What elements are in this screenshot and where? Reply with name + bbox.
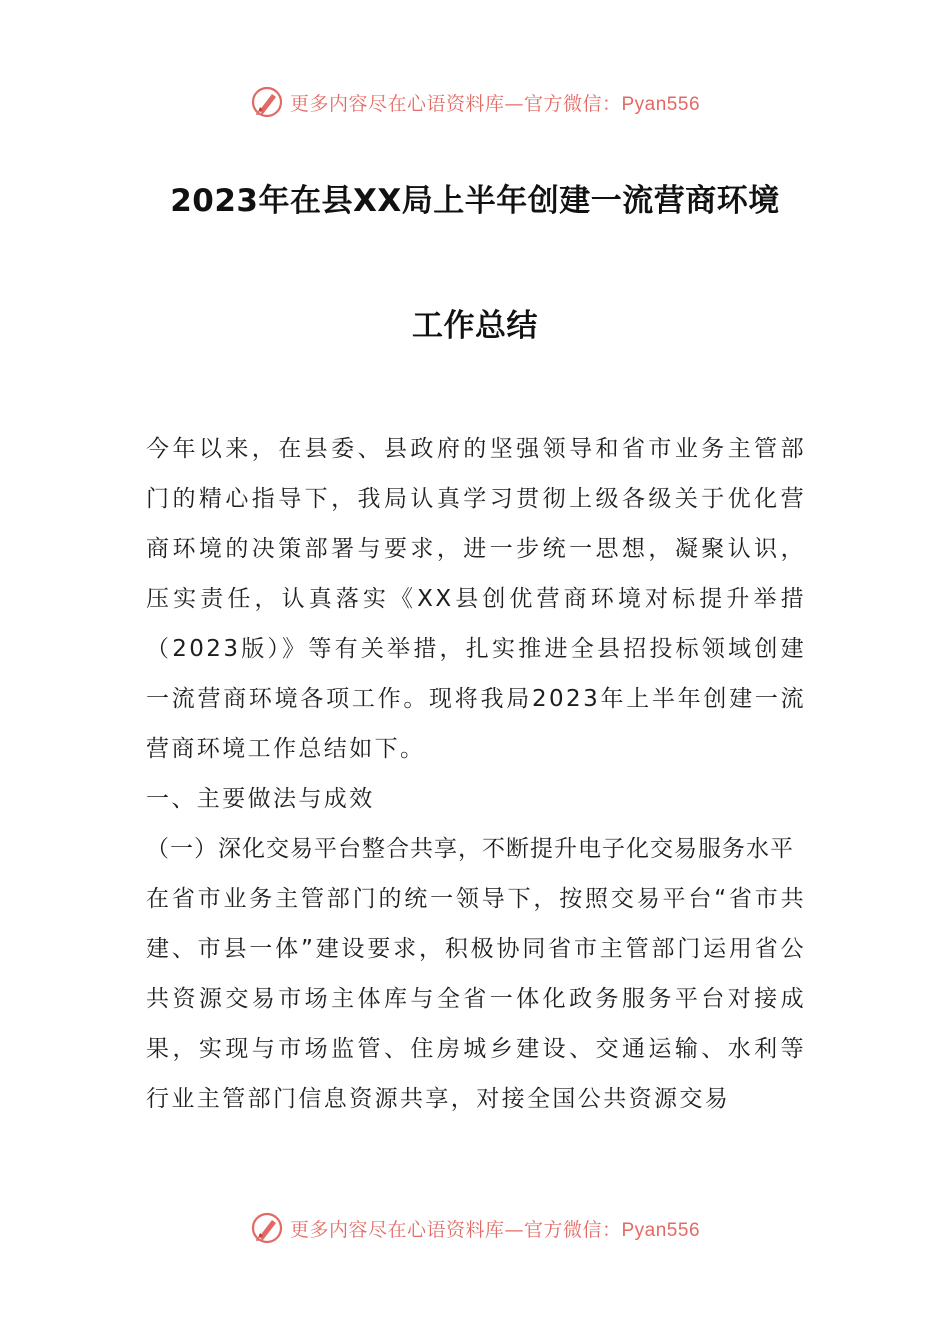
pen-nib-icon — [250, 85, 284, 119]
document-title-line-2: 工作总结 — [412, 308, 538, 344]
watermark-text: 更多内容尽在心语资料库—官方微信：Pyan556 — [289, 92, 701, 115]
paragraph-intro: 今年以来，在县委、县政府的坚强领导和省市业务主管部门的精心指导下，我局认真学习贯彻上级各级关于优化营商环境的决策部署与要求，进一步统一思想，凝聚认识，压实责任，认真落实《XX县创优营商环境对标提升举措（2023版）》等有关举措，扎实推进全县招投标领域创建一流营商环境各项工作。现将我局2023年上半年创建一流营商环境工作总结如下。 — [146, 436, 806, 762]
paragraph-body: 在省市业务主管部门的统一领导下，按照交易平台“省市共建、市县一体”建设要求，积极协同省市主管部门运用省公共资源交易市场主体库与全省一体化政务服务平台对接成果，实现与市场监管、住房城乡建设、交通运输、水利等行业主管部门信息资源共享，对接全国公共资源交易 — [146, 886, 806, 1112]
document-body — [146, 424, 806, 1124]
section-heading: 一、主要做法与成效 — [146, 786, 375, 812]
watermark-banner-top — [0, 80, 950, 124]
pen-nib-icon — [250, 1211, 284, 1245]
document-title-line-1: 2023年在县XX局上半年创建一流营商环境 — [170, 183, 780, 219]
watermark-banner-bottom — [0, 1206, 950, 1250]
watermark-text: 更多内容尽在心语资料库—官方微信：Pyan556 — [289, 1218, 701, 1241]
subsection-heading: （一）深化交易平台整合共享，不断提升电子化交易服务水平 — [146, 836, 794, 862]
